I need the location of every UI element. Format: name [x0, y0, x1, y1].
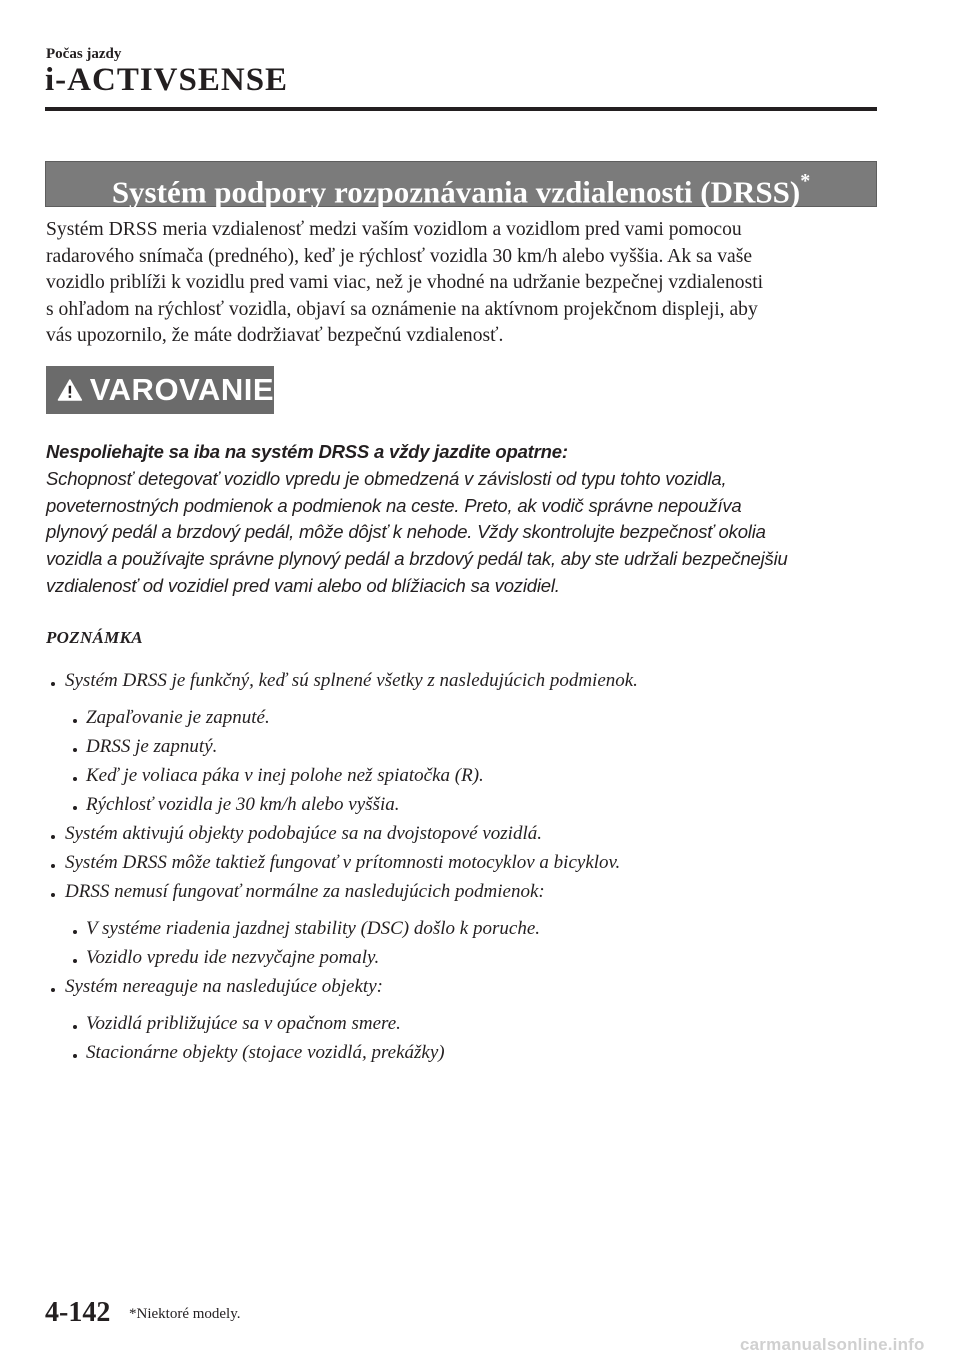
warning-line: vozidla a používajte správne plynový pedál a brzdový pedál tak, aby ste udržali bezpečnejšiu: [46, 548, 788, 570]
warning-label: VAROVANIE: [89, 372, 274, 407]
note-item: Systém DRSS je funkčný, keď sú splnené všetky z nasledujúcich podmienok.: [46, 666, 886, 695]
intro-line: radarového snímača (predného), keď je rýchlosť vozidla 30 km/h alebo vyššia. Ak sa vaše: [46, 245, 753, 267]
intro-line: vozidlo priblíži k vozidlu pred vami viac, než je vhodné na udržanie bezpečnej vzdialenosti: [46, 272, 764, 294]
warning-line: Schopnosť detegovať vozidlo vpredu je obmedzená v závislosti od typu tohto vozidla,: [46, 467, 727, 489]
title-text: Systém podpory rozpoznávania vzdialenosti (DRSS): [111, 174, 801, 210]
intro-line: vás upozornilo, že máte dodržiavať bezpečnú vzdialenosť.: [46, 325, 504, 347]
note-subitem: Stacionárne objekty (stojace vozidlá, prekážky): [46, 1038, 886, 1067]
note-item: DRSS nemusí fungovať normálne za nasledujúcich podmienok:: [46, 877, 886, 906]
page-number: 4-142: [45, 1297, 111, 1328]
warning-text: [46, 439, 886, 600]
intro-line: s ohľadom na rýchlosť vozidla, objaví sa oznámenie na aktívnom projekčnom displeji, aby: [46, 298, 758, 320]
warning-line: poveternostných podmienok a podmienok na ceste. Preto, ak vodič správne nepoužíva: [46, 494, 742, 516]
section-label: Počas jazdy: [46, 46, 122, 62]
note-subitem: Keď je voliaca páka v inej polohe než spiatočka (R).: [46, 761, 886, 790]
footnote: *Niektoré modely.: [129, 1306, 241, 1322]
note-item: Systém nereaguje na nasledujúce objekty:: [46, 972, 886, 1001]
note-subitem: Vozidlo vpredu ide nezvyčajne pomaly.: [46, 943, 886, 972]
header-rule: [45, 107, 877, 111]
warning-line: plynový pedál a brzdový pedál, môže dôjsť k nehode. Vždy skontrolujte bezpečnosť okolia: [46, 521, 766, 543]
note-subitem: Zapaľovanie je zapnuté.: [46, 703, 886, 732]
note-item: Systém aktivujú objekty podobajúce sa na dvojstopové vozidlá.: [46, 819, 886, 848]
intro-line: Systém DRSS meria vzdialenosť medzi vaším vozidlom a vozidlom pred vami pomocou: [46, 219, 742, 240]
warning-lead: Nespoliehajte sa iba na systém DRSS a vždy jazdite opatrne:: [46, 441, 568, 462]
note-list: [46, 666, 886, 1067]
watermark: carmanualsonline.info: [740, 1335, 925, 1354]
warning-box: [46, 366, 274, 414]
title-marker: *: [800, 170, 811, 192]
note-subitem: V systéme riadenia jazdnej stability (DSC) došlo k poruche.: [46, 914, 886, 943]
title-banner: [45, 161, 877, 210]
chapter-title: i-ACTIVSENSE: [45, 62, 289, 98]
note-subitem: Vozidlá približujúce sa v opačnom smere.: [46, 1009, 886, 1038]
warning-triangle-icon: [57, 374, 83, 406]
note-subitem: Rýchlosť vozidla je 30 km/h alebo vyššia.: [46, 790, 886, 819]
note-heading: POZNÁMKA: [46, 628, 143, 647]
intro-paragraph: [46, 217, 876, 350]
note-item: Systém DRSS môže taktiež fungovať v prítomnosti motocyklov a bicyklov.: [46, 848, 886, 877]
warning-line: vzdialenosť od vozidiel pred vami alebo od blížiacich sa vozidiel.: [46, 574, 560, 596]
note-subitem: DRSS je zapnutý.: [46, 732, 886, 761]
